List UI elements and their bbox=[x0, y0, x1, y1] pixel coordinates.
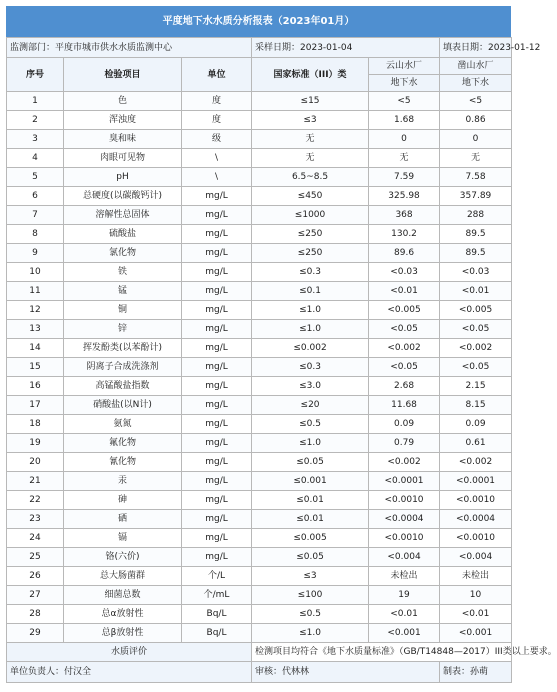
table-row bbox=[7, 529, 512, 548]
row-unit: mg/L bbox=[182, 244, 252, 263]
row-number: 22 bbox=[7, 491, 64, 510]
evaluation-label: 水质评价 bbox=[7, 643, 252, 662]
table-row bbox=[7, 491, 512, 510]
row-item: 总硬度(以碳酸钙计) bbox=[64, 187, 182, 206]
row-unit: mg/L bbox=[182, 187, 252, 206]
row-standard: ≤0.3 bbox=[252, 263, 369, 282]
row-value-yunshan: <0.001 bbox=[369, 624, 440, 643]
monitoring-unit: 监测部门：平度市城市供水水质监测中心 bbox=[7, 38, 252, 58]
row-unit: mg/L bbox=[182, 320, 252, 339]
row-standard: ≤3 bbox=[252, 111, 369, 130]
report-sheet bbox=[6, 6, 557, 683]
row-value-zaoshan: <0.03 bbox=[440, 263, 512, 282]
row-item: 总大肠菌群 bbox=[64, 567, 182, 586]
row-number: 23 bbox=[7, 510, 64, 529]
row-standard: ≤3 bbox=[252, 567, 369, 586]
row-standard: ≤0.5 bbox=[252, 415, 369, 434]
row-value-zaoshan: <0.0004 bbox=[440, 510, 512, 529]
table-row bbox=[7, 434, 512, 453]
header-plant-yunshan: 云山水厂 bbox=[369, 58, 440, 75]
row-value-zaoshan: <0.002 bbox=[440, 339, 512, 358]
row-unit: mg/L bbox=[182, 396, 252, 415]
row-standard: ≤450 bbox=[252, 187, 369, 206]
row-value-yunshan: 1.68 bbox=[369, 111, 440, 130]
row-number: 13 bbox=[7, 320, 64, 339]
row-value-zaoshan: 8.15 bbox=[440, 396, 512, 415]
table-row bbox=[7, 396, 512, 415]
row-standard: ≤20 bbox=[252, 396, 369, 415]
row-value-yunshan: 368 bbox=[369, 206, 440, 225]
row-value-zaoshan: <5 bbox=[440, 92, 512, 111]
table-row bbox=[7, 187, 512, 206]
row-standard: ≤100 bbox=[252, 586, 369, 605]
row-item: 硝酸盐(以N计) bbox=[64, 396, 182, 415]
row-item: 氟化物 bbox=[64, 434, 182, 453]
row-standard: ≤0.1 bbox=[252, 282, 369, 301]
row-unit: 度 bbox=[182, 111, 252, 130]
row-number: 18 bbox=[7, 415, 64, 434]
table-row bbox=[7, 168, 512, 187]
row-number: 3 bbox=[7, 130, 64, 149]
row-item: 阴离子合成洗涤剂 bbox=[64, 358, 182, 377]
row-standard: ≤0.01 bbox=[252, 510, 369, 529]
row-value-zaoshan: 未检出 bbox=[440, 567, 512, 586]
row-value-yunshan: <0.0001 bbox=[369, 472, 440, 491]
row-value-yunshan: <0.05 bbox=[369, 320, 440, 339]
table-row bbox=[7, 415, 512, 434]
row-number: 16 bbox=[7, 377, 64, 396]
row-value-yunshan: 19 bbox=[369, 586, 440, 605]
row-unit: \ bbox=[182, 149, 252, 168]
row-standard: ≤1.0 bbox=[252, 320, 369, 339]
row-unit: mg/L bbox=[182, 529, 252, 548]
header-unit: 单位 bbox=[182, 58, 252, 92]
row-item: 铜 bbox=[64, 301, 182, 320]
row-item: 砷 bbox=[64, 491, 182, 510]
row-value-zaoshan: 0.61 bbox=[440, 434, 512, 453]
row-number: 10 bbox=[7, 263, 64, 282]
table-row bbox=[7, 358, 512, 377]
report-table bbox=[6, 37, 557, 683]
row-value-yunshan: <0.0004 bbox=[369, 510, 440, 529]
header-item: 检验项目 bbox=[64, 58, 182, 92]
row-value-yunshan: <0.01 bbox=[369, 282, 440, 301]
row-value-yunshan: <0.002 bbox=[369, 339, 440, 358]
row-item: 硒 bbox=[64, 510, 182, 529]
table-row bbox=[7, 320, 512, 339]
row-value-yunshan: <0.0010 bbox=[369, 529, 440, 548]
footer-reviewer: 审核：代林林 bbox=[252, 662, 440, 683]
report-title: 平度地下水水质分析报表（2023年01月） bbox=[6, 6, 511, 37]
table-row bbox=[7, 339, 512, 358]
row-number: 7 bbox=[7, 206, 64, 225]
table-row bbox=[7, 510, 512, 529]
table-row bbox=[7, 111, 512, 130]
row-item: 汞 bbox=[64, 472, 182, 491]
row-unit: mg/L bbox=[182, 282, 252, 301]
row-number: 21 bbox=[7, 472, 64, 491]
footer-row bbox=[7, 662, 512, 683]
row-number: 19 bbox=[7, 434, 64, 453]
row-item: 镉 bbox=[64, 529, 182, 548]
row-unit: 级 bbox=[182, 130, 252, 149]
row-unit: \ bbox=[182, 168, 252, 187]
row-value-zaoshan: 357.89 bbox=[440, 187, 512, 206]
row-number: 12 bbox=[7, 301, 64, 320]
row-item: 铬(六价) bbox=[64, 548, 182, 567]
row-number: 28 bbox=[7, 605, 64, 624]
row-item: 氨氮 bbox=[64, 415, 182, 434]
table-row bbox=[7, 149, 512, 168]
row-value-yunshan: <0.0010 bbox=[369, 491, 440, 510]
row-item: 溶解性总固体 bbox=[64, 206, 182, 225]
row-number: 6 bbox=[7, 187, 64, 206]
row-item: 臭和味 bbox=[64, 130, 182, 149]
row-value-zaoshan: 0 bbox=[440, 130, 512, 149]
row-value-zaoshan: 7.58 bbox=[440, 168, 512, 187]
row-item: 硫酸盐 bbox=[64, 225, 182, 244]
row-standard: ≤1.0 bbox=[252, 624, 369, 643]
row-standard: 无 bbox=[252, 130, 369, 149]
table-row bbox=[7, 586, 512, 605]
row-number: 2 bbox=[7, 111, 64, 130]
row-unit: 个/mL bbox=[182, 586, 252, 605]
row-value-zaoshan: <0.05 bbox=[440, 358, 512, 377]
table-row bbox=[7, 567, 512, 586]
table-row bbox=[7, 225, 512, 244]
row-value-yunshan: <0.03 bbox=[369, 263, 440, 282]
row-value-zaoshan: <0.0010 bbox=[440, 491, 512, 510]
row-value-yunshan: <0.01 bbox=[369, 605, 440, 624]
row-value-yunshan: 无 bbox=[369, 149, 440, 168]
row-number: 15 bbox=[7, 358, 64, 377]
row-standard: ≤0.01 bbox=[252, 491, 369, 510]
row-standard: ≤250 bbox=[252, 225, 369, 244]
row-item: 氯化物 bbox=[64, 244, 182, 263]
row-standard: 6.5~8.5 bbox=[252, 168, 369, 187]
row-unit: mg/L bbox=[182, 453, 252, 472]
row-item: 肉眼可见物 bbox=[64, 149, 182, 168]
row-item: 浑浊度 bbox=[64, 111, 182, 130]
row-unit: mg/L bbox=[182, 206, 252, 225]
row-value-yunshan: 未检出 bbox=[369, 567, 440, 586]
row-number: 17 bbox=[7, 396, 64, 415]
footer-leader: 单位负责人：付汉全 bbox=[7, 662, 252, 683]
row-unit: mg/L bbox=[182, 434, 252, 453]
row-unit: Bq/L bbox=[182, 624, 252, 643]
row-item: 氰化物 bbox=[64, 453, 182, 472]
row-number: 29 bbox=[7, 624, 64, 643]
row-value-zaoshan: <0.01 bbox=[440, 605, 512, 624]
row-value-yunshan: <0.002 bbox=[369, 453, 440, 472]
row-value-zaoshan: <0.005 bbox=[440, 301, 512, 320]
row-value-zaoshan: 无 bbox=[440, 149, 512, 168]
info-row bbox=[7, 38, 512, 58]
row-standard: ≤0.3 bbox=[252, 358, 369, 377]
table-row bbox=[7, 244, 512, 263]
row-value-zaoshan: 288 bbox=[440, 206, 512, 225]
row-number: 5 bbox=[7, 168, 64, 187]
table-row bbox=[7, 605, 512, 624]
row-value-yunshan: <0.005 bbox=[369, 301, 440, 320]
row-unit: mg/L bbox=[182, 491, 252, 510]
row-unit: 度 bbox=[182, 92, 252, 111]
row-value-zaoshan: 2.15 bbox=[440, 377, 512, 396]
row-value-zaoshan: <0.01 bbox=[440, 282, 512, 301]
row-value-yunshan: <5 bbox=[369, 92, 440, 111]
row-value-yunshan: 89.6 bbox=[369, 244, 440, 263]
table-row bbox=[7, 377, 512, 396]
row-item: 色 bbox=[64, 92, 182, 111]
header-no: 序号 bbox=[7, 58, 64, 92]
row-value-zaoshan: <0.05 bbox=[440, 320, 512, 339]
row-value-yunshan: 7.59 bbox=[369, 168, 440, 187]
row-number: 24 bbox=[7, 529, 64, 548]
row-value-zaoshan: 89.5 bbox=[440, 225, 512, 244]
row-value-zaoshan: 0.86 bbox=[440, 111, 512, 130]
row-unit: 个/L bbox=[182, 567, 252, 586]
row-unit: mg/L bbox=[182, 225, 252, 244]
row-item: 细菌总数 bbox=[64, 586, 182, 605]
evaluation-text: 检测项目均符合《地下水质量标准》（GB/T14848—2017）III类以上要求。 bbox=[252, 643, 512, 662]
row-number: 1 bbox=[7, 92, 64, 111]
table-row bbox=[7, 206, 512, 225]
report-date: 填表日期：2023-01-12 bbox=[440, 38, 512, 58]
header-row bbox=[7, 58, 512, 75]
table-row bbox=[7, 624, 512, 643]
table-row bbox=[7, 130, 512, 149]
row-value-yunshan: 0.79 bbox=[369, 434, 440, 453]
row-item: 锌 bbox=[64, 320, 182, 339]
header-standard: 国家标准（III）类 bbox=[252, 58, 369, 92]
row-number: 25 bbox=[7, 548, 64, 567]
row-item: 挥发酚类(以苯酚计) bbox=[64, 339, 182, 358]
row-value-yunshan: 0 bbox=[369, 130, 440, 149]
row-value-yunshan: 0.09 bbox=[369, 415, 440, 434]
row-value-zaoshan: <0.0010 bbox=[440, 529, 512, 548]
row-number: 14 bbox=[7, 339, 64, 358]
table-row bbox=[7, 472, 512, 491]
row-number: 4 bbox=[7, 149, 64, 168]
row-unit: mg/L bbox=[182, 548, 252, 567]
row-number: 8 bbox=[7, 225, 64, 244]
row-unit: mg/L bbox=[182, 472, 252, 491]
footer-maker: 制表：孙萌 bbox=[440, 662, 512, 683]
row-value-zaoshan: 10 bbox=[440, 586, 512, 605]
evaluation-row bbox=[7, 643, 512, 662]
row-value-yunshan: 11.68 bbox=[369, 396, 440, 415]
row-standard: ≤1.0 bbox=[252, 434, 369, 453]
row-standard: ≤0.05 bbox=[252, 453, 369, 472]
table-row bbox=[7, 548, 512, 567]
row-item: 高锰酸盐指数 bbox=[64, 377, 182, 396]
row-number: 9 bbox=[7, 244, 64, 263]
row-standard: ≤250 bbox=[252, 244, 369, 263]
row-item: pH bbox=[64, 168, 182, 187]
row-value-yunshan: 2.68 bbox=[369, 377, 440, 396]
table-row bbox=[7, 301, 512, 320]
row-unit: mg/L bbox=[182, 415, 252, 434]
table-row bbox=[7, 453, 512, 472]
row-unit: mg/L bbox=[182, 263, 252, 282]
row-number: 26 bbox=[7, 567, 64, 586]
row-value-zaoshan: <0.002 bbox=[440, 453, 512, 472]
row-value-zaoshan: <0.001 bbox=[440, 624, 512, 643]
row-standard: ≤0.005 bbox=[252, 529, 369, 548]
row-unit: mg/L bbox=[182, 301, 252, 320]
row-value-yunshan: <0.004 bbox=[369, 548, 440, 567]
row-number: 20 bbox=[7, 453, 64, 472]
row-value-zaoshan: <0.0001 bbox=[440, 472, 512, 491]
row-unit: mg/L bbox=[182, 339, 252, 358]
row-unit: Bq/L bbox=[182, 605, 252, 624]
header-plant-yunshan-source: 地下水 bbox=[369, 75, 440, 92]
row-item: 总β放射性 bbox=[64, 624, 182, 643]
row-standard: 无 bbox=[252, 149, 369, 168]
table-row bbox=[7, 92, 512, 111]
row-value-yunshan: 325.98 bbox=[369, 187, 440, 206]
row-standard: ≤1.0 bbox=[252, 301, 369, 320]
row-standard: ≤0.002 bbox=[252, 339, 369, 358]
row-standard: ≤0.05 bbox=[252, 548, 369, 567]
row-standard: ≤0.001 bbox=[252, 472, 369, 491]
row-standard: ≤3.0 bbox=[252, 377, 369, 396]
sample-date: 采样日期：2023-01-04 bbox=[252, 38, 440, 58]
row-number: 11 bbox=[7, 282, 64, 301]
table-row bbox=[7, 282, 512, 301]
table-row bbox=[7, 263, 512, 282]
row-standard: ≤0.5 bbox=[252, 605, 369, 624]
header-plant-zaoshan-source: 地下水 bbox=[440, 75, 512, 92]
row-item: 铁 bbox=[64, 263, 182, 282]
header-plant-zaoshan: 凿山水厂 bbox=[440, 58, 512, 75]
row-item: 锰 bbox=[64, 282, 182, 301]
row-standard: ≤1000 bbox=[252, 206, 369, 225]
row-standard: ≤15 bbox=[252, 92, 369, 111]
row-unit: mg/L bbox=[182, 510, 252, 529]
row-number: 27 bbox=[7, 586, 64, 605]
row-item: 总α放射性 bbox=[64, 605, 182, 624]
row-value-zaoshan: <0.004 bbox=[440, 548, 512, 567]
row-unit: mg/L bbox=[182, 377, 252, 396]
row-value-yunshan: <0.05 bbox=[369, 358, 440, 377]
row-value-zaoshan: 0.09 bbox=[440, 415, 512, 434]
row-value-zaoshan: 89.5 bbox=[440, 244, 512, 263]
row-unit: mg/L bbox=[182, 358, 252, 377]
row-value-yunshan: 130.2 bbox=[369, 225, 440, 244]
